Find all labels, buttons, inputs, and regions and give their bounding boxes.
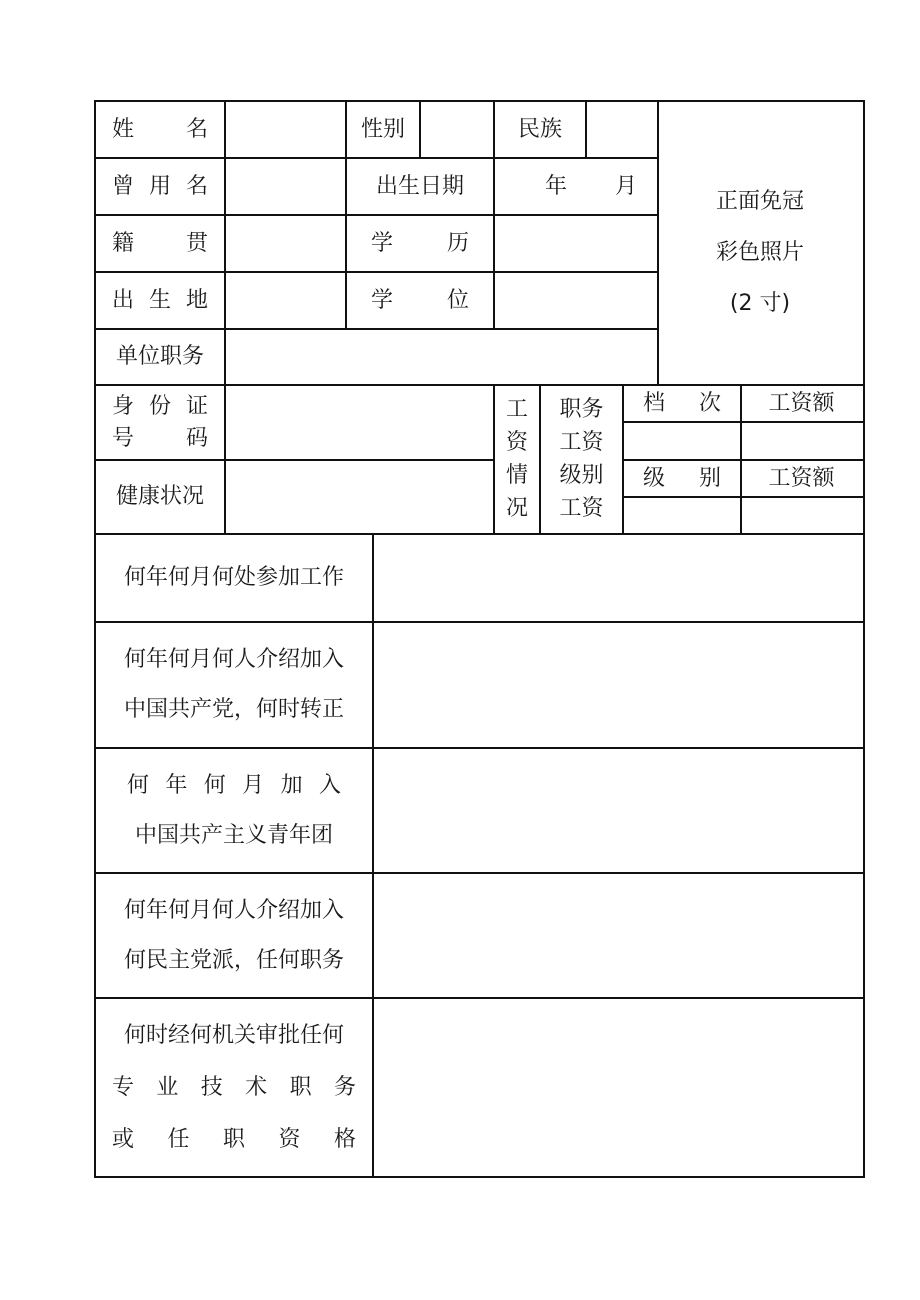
photo-instruction-line2: 彩色照片 xyxy=(715,240,804,265)
position-salary-label-line1: 职务 xyxy=(559,397,604,422)
unit-position-label: 单位职务 xyxy=(115,344,204,369)
label-char: 出 xyxy=(112,287,135,313)
work-start-label: 何年何月何处参加工作 xyxy=(123,565,344,590)
label-char: 况 xyxy=(505,496,528,521)
label-char: 地 xyxy=(185,287,208,313)
birth-date-field[interactable] xyxy=(495,159,657,214)
label-line1: 何时经何机关审批任何 xyxy=(123,1022,344,1048)
id-number-field[interactable] xyxy=(226,386,493,459)
league-join-label xyxy=(96,749,372,872)
photo-placeholder[interactable] xyxy=(659,102,861,384)
position-salary-amount-label: 工资额 xyxy=(768,390,835,416)
label-char: 资 xyxy=(505,430,528,455)
tech-title-label xyxy=(96,999,372,1176)
position-salary-label-line2: 工资 xyxy=(559,430,604,455)
label-char: 用 xyxy=(148,173,171,199)
label-char: 学 xyxy=(371,287,394,313)
level-salary-amount-field[interactable] xyxy=(742,498,861,533)
label-char: 码 xyxy=(185,425,208,451)
health-label: 健康状况 xyxy=(115,484,204,509)
label-char: 身 xyxy=(112,393,135,419)
label-char: 证 xyxy=(185,393,208,419)
native-place-label xyxy=(96,216,224,271)
label-char: 名 xyxy=(185,116,208,142)
label-line2: 中国共产主义青年团 xyxy=(134,822,333,848)
democratic-party-field[interactable] xyxy=(374,874,861,997)
id-number-label xyxy=(96,386,224,459)
level-field[interactable] xyxy=(624,498,740,533)
label-char: 位 xyxy=(446,287,469,313)
label-line2: 中国共产党，何时转正 xyxy=(123,697,344,722)
birthplace-field[interactable] xyxy=(226,273,345,328)
label-char: 姓 xyxy=(112,116,135,142)
level-salary-amount-label: 工资额 xyxy=(768,465,835,491)
label-char: 格 xyxy=(333,1126,356,1152)
label-char: 务 xyxy=(333,1074,356,1100)
label-char: 资 xyxy=(278,1126,301,1152)
gender-label: 性别 xyxy=(360,116,405,142)
label-line1: 何年何月何人介绍加入 xyxy=(123,897,344,923)
label-char: 工 xyxy=(505,397,528,422)
name-label xyxy=(96,102,224,157)
health-field[interactable] xyxy=(226,461,493,533)
label-char: 曾 xyxy=(112,173,135,199)
label-char: 月 xyxy=(242,772,265,798)
birth-date-label: 出生日期 xyxy=(375,173,464,199)
level-label xyxy=(624,461,740,496)
former-name-label xyxy=(96,159,224,214)
label-char: 或 xyxy=(112,1126,135,1152)
grade-field[interactable] xyxy=(624,423,740,459)
label-char: 专 xyxy=(112,1074,135,1100)
education-label xyxy=(347,216,493,271)
democratic-party-label xyxy=(96,874,372,997)
level-salary-label-line2: 工资 xyxy=(559,496,604,521)
label-char: 份 xyxy=(148,393,171,419)
tech-title-field[interactable] xyxy=(374,999,861,1176)
label-char: 职 xyxy=(289,1074,312,1100)
birthplace-label xyxy=(96,273,224,328)
name-field[interactable] xyxy=(226,102,345,157)
label-char: 籍 xyxy=(112,230,135,256)
photo-instruction-line1: 正面免冠 xyxy=(715,189,804,214)
unit-position-field[interactable] xyxy=(226,330,657,384)
label-char: 职 xyxy=(222,1126,245,1152)
ethnicity-field[interactable] xyxy=(587,102,657,157)
label-line1: 何年何月何人介绍加入 xyxy=(123,647,344,672)
league-join-field[interactable] xyxy=(374,749,861,872)
education-field[interactable] xyxy=(495,216,657,271)
salary-section-label xyxy=(495,386,539,533)
label-char: 加 xyxy=(280,772,303,798)
label-char: 别 xyxy=(699,465,722,491)
label-char: 学 xyxy=(371,230,394,256)
party-join-label xyxy=(96,623,372,747)
photo-size-note: (2 寸) xyxy=(729,291,791,316)
label-char: 历 xyxy=(446,230,469,256)
label-char: 技 xyxy=(200,1074,223,1100)
month-unit: 月 xyxy=(615,173,638,199)
label-char: 名 xyxy=(185,173,208,199)
label-char: 术 xyxy=(245,1074,268,1100)
grade-label xyxy=(624,386,740,421)
label-char: 号 xyxy=(112,425,135,451)
native-place-field[interactable] xyxy=(226,216,345,271)
label-char: 级 xyxy=(642,465,665,491)
label-char: 年 xyxy=(165,772,188,798)
ethnicity-label: 民族 xyxy=(517,116,562,142)
label-char: 贯 xyxy=(185,230,208,256)
former-name-field[interactable] xyxy=(226,159,345,214)
position-salary-amount-field[interactable] xyxy=(742,423,861,459)
label-char: 任 xyxy=(167,1126,190,1152)
party-join-field[interactable] xyxy=(374,623,861,747)
label-char: 档 xyxy=(642,390,665,416)
label-char: 生 xyxy=(148,287,171,313)
gender-field[interactable] xyxy=(421,102,493,157)
level-salary-label-line1: 级别 xyxy=(559,463,604,488)
label-char: 情 xyxy=(505,463,528,488)
year-unit: 年 xyxy=(545,173,568,199)
label-char: 入 xyxy=(318,772,341,798)
label-char: 业 xyxy=(156,1074,179,1100)
degree-label xyxy=(347,273,493,328)
label-line2: 何民主党派，任何职务 xyxy=(123,947,344,973)
salary-type-label xyxy=(541,386,622,533)
label-char: 次 xyxy=(699,390,722,416)
label-char: 何 xyxy=(127,772,150,798)
work-start-field[interactable] xyxy=(374,535,861,621)
label-char: 何 xyxy=(203,772,226,798)
degree-field[interactable] xyxy=(495,273,657,328)
